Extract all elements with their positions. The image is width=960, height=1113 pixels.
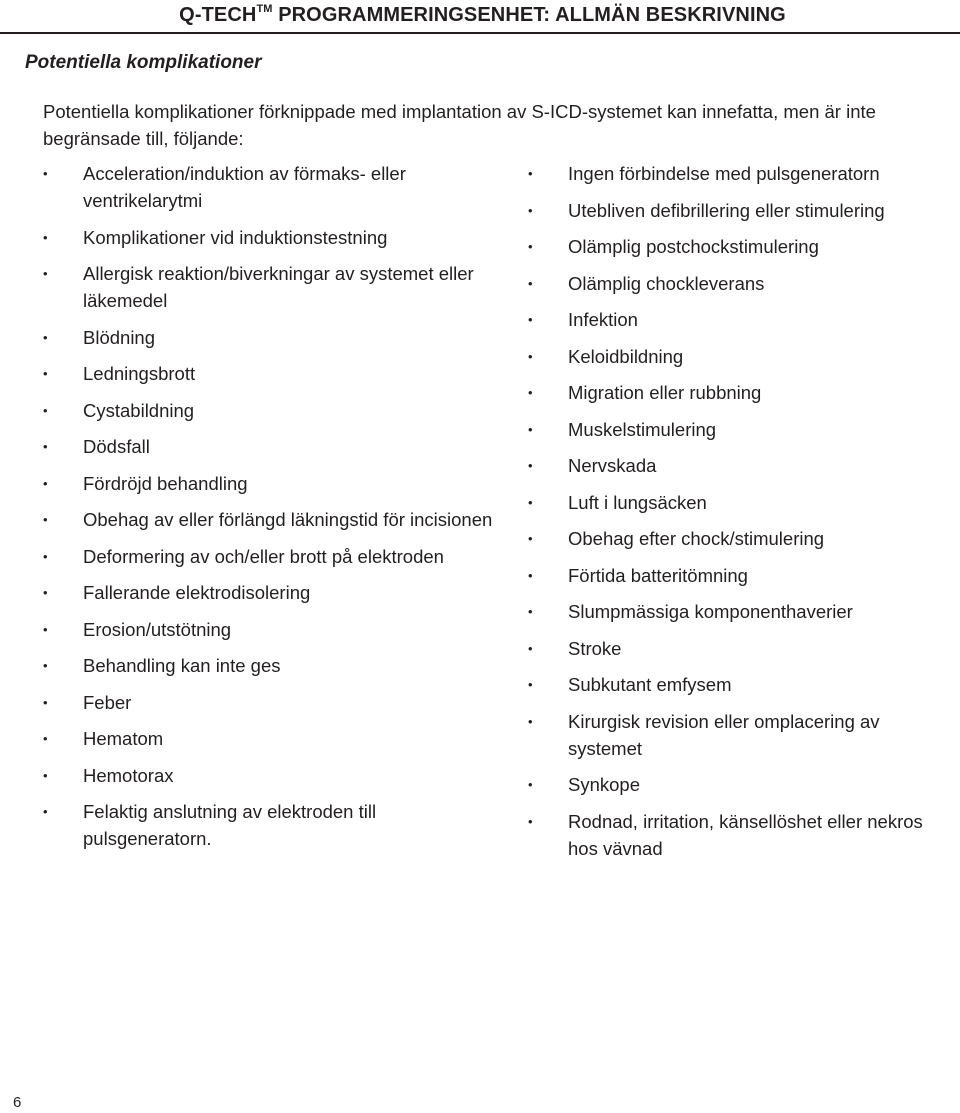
list-item-text: Hematom: [83, 728, 164, 749]
list-item-text: Kirurgisk revision eller omplacering av systemet: [568, 710, 880, 759]
list-item-text: Utebliven defibrillering eller stimulering: [568, 199, 885, 221]
bullet-icon: •: [528, 494, 533, 510]
bullet-icon: •: [528, 348, 533, 364]
list-item: [43, 506, 498, 533]
list-item-text: Luft i lungsäcken: [568, 491, 707, 513]
list-item-text: Migration eller rubbning: [568, 382, 762, 403]
bullet-icon: •: [528, 640, 533, 656]
complications-list-left: [43, 160, 498, 862]
bullet-icon: •: [43, 439, 48, 454]
bullet-icon: •: [528, 239, 533, 254]
list-item: [43, 652, 498, 679]
list-item: [43, 433, 498, 460]
list-item: [528, 808, 948, 862]
list-item: [43, 725, 498, 752]
list-item-text: Cystabildning: [83, 399, 195, 421]
bullet-icon: •: [528, 458, 533, 473]
bullet-icon: •: [43, 266, 48, 281]
bullet-icon: •: [43, 621, 48, 637]
document-title: [160, 4, 805, 27]
bullet-icon: •: [528, 604, 533, 619]
list-item: [528, 233, 948, 260]
list-item: [43, 579, 498, 606]
bullet-icon: •: [43, 366, 48, 381]
list-item-text: Keloidbildning: [568, 345, 684, 367]
complications-list-right: [528, 160, 948, 871]
list-item: [43, 160, 498, 214]
list-item: [43, 397, 498, 424]
list-item-text: Förtida batteritömning: [568, 564, 748, 586]
list-item-text: Blödning: [83, 326, 156, 348]
section-heading: Potentiella komplikationer: [25, 52, 262, 73]
list-item-text: Dödsfall: [83, 436, 150, 457]
list-item: [528, 197, 948, 224]
list-item-text: Komplikationer vid induktionstestning: [83, 226, 388, 248]
bullet-icon: •: [43, 166, 48, 181]
list-item: [528, 160, 948, 187]
bullet-icon: •: [528, 567, 533, 583]
page-number: 6: [13, 1094, 22, 1111]
list-item: [528, 416, 948, 443]
list-item-text: Ledningsbrott: [83, 363, 196, 384]
list-item: [43, 324, 498, 351]
bullet-icon: •: [43, 329, 48, 345]
intro-paragraph: Potentiella komplikationer förknippade med implantation av S-ICD-systemet kan innefatta, men är inte begränsade till, följande:: [43, 101, 876, 149]
list-item-text: Muskelstimulering: [568, 418, 717, 440]
list-item: [43, 224, 498, 251]
bullet-icon: •: [43, 767, 48, 783]
trademark-superscript: TM: [256, 3, 273, 15]
list-item-text: Felaktig anslutning av elektroden till pulsgeneratorn.: [83, 801, 377, 849]
list-item-text: Stroke: [568, 637, 622, 659]
list-item: [528, 598, 948, 625]
header-divider: [0, 32, 960, 34]
list-item-text: Obehag efter chock/stimulering: [568, 528, 825, 549]
bullet-icon: •: [528, 312, 533, 327]
list-item-text: Fallerande elektrodisolering: [83, 582, 311, 603]
list-item-text: Fördröjd behandling: [83, 472, 248, 494]
list-item: [43, 260, 498, 314]
title-text: PROGRAMMERINGSENHET: ALLMÄN BESKRIVNING: [272, 4, 786, 26]
bullet-icon: •: [528, 275, 533, 291]
bullet-icon: •: [528, 531, 533, 546]
list-item-text: Synkope: [568, 774, 640, 795]
list-item: [43, 543, 498, 570]
bullet-icon: •: [528, 777, 533, 792]
list-item: [528, 635, 948, 662]
bullet-icon: •: [528, 202, 533, 218]
bullet-icon: •: [43, 475, 48, 491]
list-item: [528, 452, 948, 479]
list-item-text: Subkutant emfysem: [568, 674, 732, 695]
bullet-icon: •: [528, 421, 533, 437]
bullet-icon: •: [528, 713, 533, 729]
bullet-icon: •: [43, 229, 48, 245]
list-item: [528, 708, 948, 762]
list-item-text: Deformering av och/eller brott på elektroden: [83, 545, 444, 567]
list-item: [528, 306, 948, 333]
bullet-icon: •: [43, 585, 48, 600]
list-item-text: Olämplig postchockstimulering: [568, 236, 819, 257]
list-item: [43, 798, 498, 852]
list-item-text: Ingen förbindelse med pulsgeneratorn: [568, 163, 880, 184]
bullet-icon: •: [43, 512, 48, 527]
list-item: [43, 470, 498, 497]
list-item: [528, 525, 948, 552]
bullet-icon: •: [528, 385, 533, 400]
list-item: [528, 562, 948, 589]
bullet-icon: •: [528, 677, 533, 692]
bullet-icon: •: [43, 658, 48, 673]
list-item-text: Olämplig chockleverans: [568, 272, 765, 294]
list-item-text: Hemotorax: [83, 764, 174, 786]
bullet-icon: •: [528, 813, 533, 829]
list-item: [528, 671, 948, 698]
list-item-text: Acceleration/induktion av förmaks- eller ventrikelarytmi: [83, 163, 406, 211]
title-brand: Q-TECH: [179, 4, 257, 26]
bullet-icon: •: [43, 804, 48, 819]
list-item: [43, 762, 498, 789]
list-item-text: Allergisk reaktion/biverkningar av systemet eller läkemedel: [83, 263, 474, 311]
bullet-icon: •: [43, 402, 48, 418]
list-item: [528, 270, 948, 297]
bullet-icon: •: [528, 166, 533, 181]
list-item-text: Behandling kan inte ges: [83, 655, 281, 676]
bullet-icon: •: [43, 548, 48, 564]
list-item-text: Erosion/utstötning: [83, 618, 232, 640]
bullet-icon: •: [43, 731, 48, 746]
list-item-text: Rodnad, irritation, känsellöshet eller nekros hos vävnad: [568, 810, 923, 859]
list-item: [528, 379, 948, 406]
list-item: [528, 771, 948, 798]
list-item: [43, 689, 498, 716]
list-item-text: Slumpmässiga komponenthaverier: [568, 601, 853, 622]
list-item-text: Feber: [83, 691, 132, 713]
bullet-icon: •: [43, 694, 48, 710]
list-item: [528, 343, 948, 370]
list-item-text: Infektion: [568, 309, 638, 330]
list-item-text: Obehag av eller förlängd läkningstid för incisionen: [83, 509, 493, 530]
list-item: [43, 616, 498, 643]
list-item: [528, 489, 948, 516]
list-item-text: Nervskada: [568, 455, 657, 476]
list-item: [43, 360, 498, 387]
